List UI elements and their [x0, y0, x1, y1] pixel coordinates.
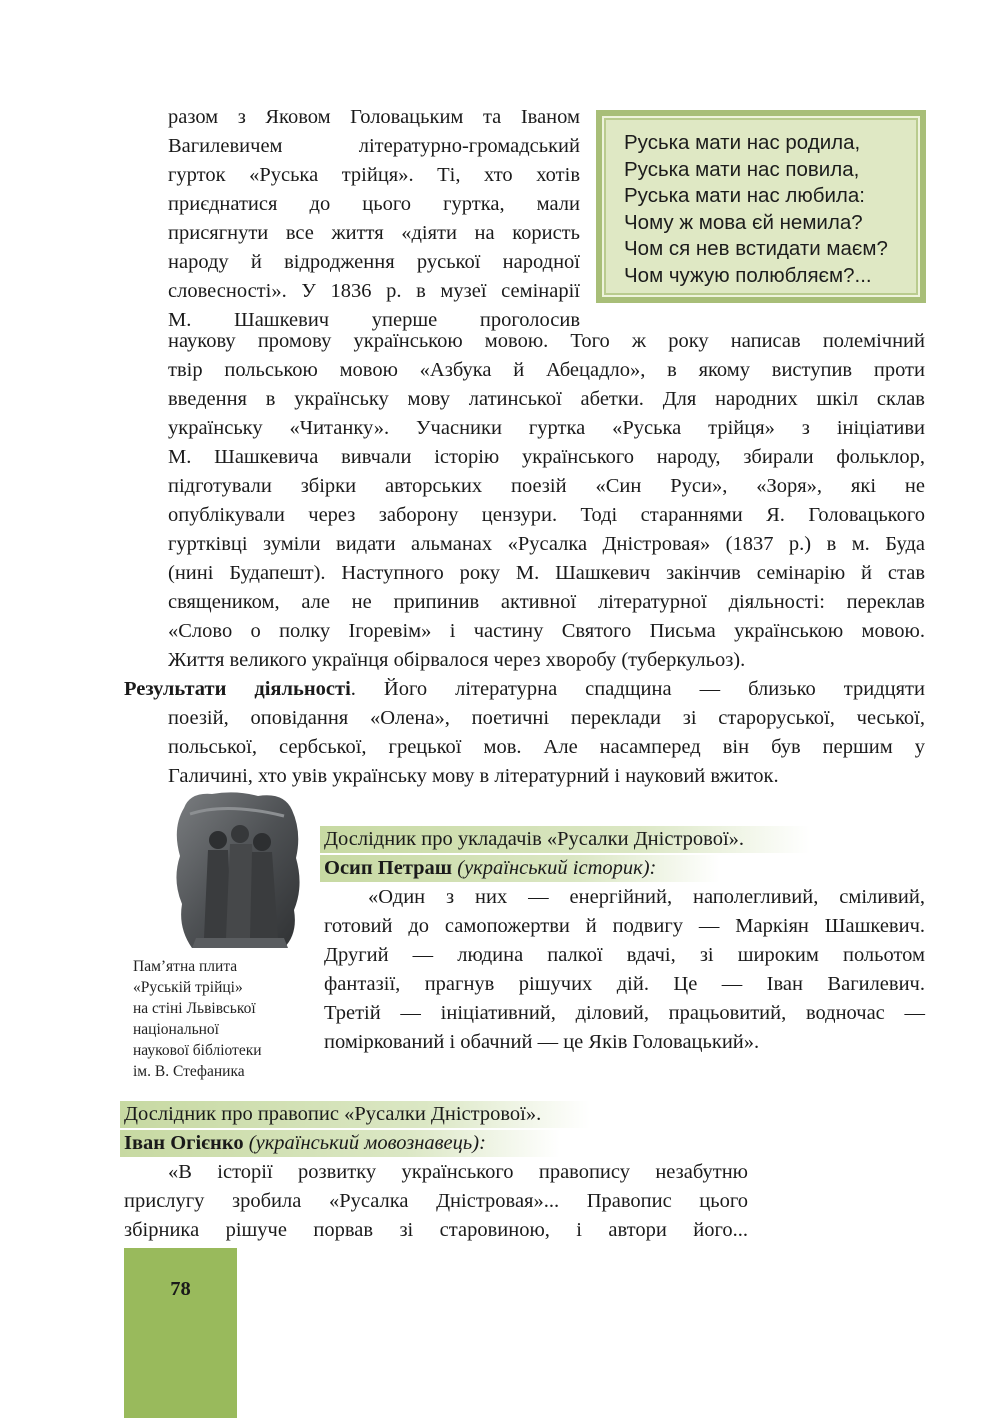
quote1-author: Осип Петраш [324, 857, 453, 879]
poem-box [596, 110, 926, 303]
quote2-line: збірника рішуче порвав зі старовиною, і автори його... [124, 1219, 748, 1241]
memorial-plaque-image [166, 788, 304, 954]
quote1-author-line [324, 854, 824, 883]
body-line: Життя великого українця обірвалося через хворобу (туберкульоз). [168, 649, 746, 671]
intro-line: словесності». У 1836 р. в музеї семінарії [168, 280, 580, 302]
results-line: польської, сербської, грецької мов. Але насамперед він був першим у [168, 736, 925, 758]
poem-line: Руська мати нас любила: [624, 184, 865, 207]
intro-line: приєднатися до цього гуртка, мали [168, 193, 580, 215]
caption-line: «Руській трійці» [133, 979, 243, 996]
quote1-heading: Дослідник про укладачів «Русалки Дністрової». [324, 828, 745, 850]
body-line: підготували збірки авторських поезій «Син Руси», «Зоря», які не [168, 475, 925, 497]
body-line: твір польською мовою «Азбука й Абецадло», в якому виступив проти [168, 359, 925, 381]
quote1-line: Третій — ініціативний, діловий, працьовитий, водночас — [324, 1002, 925, 1024]
caption-line: на стіні Львівської [133, 1000, 256, 1017]
body-line: (нині Будапешт). Наступного року М. Шашкевич закінчив семінарію й став [168, 562, 925, 584]
body-line: наукову промову українською мовою. Того ж року написав полемічний [168, 330, 925, 352]
quote1-author-note: (український історик): [452, 857, 657, 879]
caption-line: наукової бібліотеки [133, 1042, 262, 1059]
poem-line: Чом чужую полюбляєм?... [624, 263, 872, 287]
intro-line: разом з Яковом Головацьким та Іваном [168, 106, 580, 128]
body-line: М. Шашкевича вивчали історію українського народу, збирали фольклор, [168, 446, 925, 468]
body-line: гуртківці зуміли видати альманах «Русалка Дністровая» (1837 р.) в м. Буда [168, 533, 925, 555]
quote1-line: «Один з них — енергійний, наполегливий, сміливий, [368, 886, 925, 908]
caption-line: Пам’ятна плита [133, 958, 238, 975]
intro-line: гурток «Руська трійця». Ті, хто хотів [168, 164, 580, 186]
intro-line: народу й відродження руської народної [168, 251, 580, 273]
body-line: священиком, але не припинив активної літературної діяльності: переклав [168, 591, 925, 613]
poem-line: Чом ся нев встидати маєм? [624, 237, 888, 260]
intro-line: присягнути все життя «діяти на користь [168, 222, 580, 244]
body-line: введення в українську мову латинської абетки. Для народних шкіл склав [168, 388, 925, 410]
intro-line: Вагилевичем літературно-громадський [168, 135, 580, 157]
caption-line: ім. В. Стефаника [133, 1063, 245, 1080]
quote2-line: «В історії розвитку українського правопису незабутню [168, 1161, 748, 1183]
results-line: поезій, оповідання «Олена», поетичні переклади зі староруської, чеської, [168, 707, 925, 729]
quote2-author-line [124, 1129, 644, 1158]
results-first-line [124, 675, 925, 704]
quote2-heading: Дослідник про правопис «Русалки Дністрової». [124, 1103, 542, 1125]
body-line: «Слово о полку Ігоревім» і частину Святого Письма українською мовою. [168, 620, 925, 642]
quote1-line: фантазії, прагнув рішучих дій. Це — Іван Вагилевич. [324, 973, 925, 995]
quote2-line: прислугу зробила «Русалка Дністровая»... Правопис цього [124, 1190, 748, 1212]
intro-line: М. Шашкевич уперше проголосив [168, 309, 580, 331]
results-text: . Його літературна спадщина — близько тридцяти [350, 678, 925, 700]
quote1-line: Другий — людина палкої вдачі, зі широким польотом [324, 944, 925, 966]
quote1-line: готовий до самопожертви й подвигу — Маркіян Шашкевич. [324, 915, 925, 937]
results-line: Галичині, хто увів українську мову в літературний і науковий вжиток. [168, 765, 779, 787]
body-line: опублікували через заборону цензури. Тоді стараннями Я. Головацького [168, 504, 925, 526]
results-heading: Результати діяльності [124, 678, 351, 700]
page-number: 78 [170, 1278, 191, 1300]
poem-line: Руська мати нас родила, [624, 131, 861, 154]
poem-line: Руська мати нас повила, [624, 157, 860, 181]
body-line: українську «Читанку». Учасники гуртка «Руська трійця» з ініціативи [168, 417, 925, 439]
caption-line: національної [133, 1021, 219, 1038]
quote1-line: поміркований і обачний — це Яків Головацький». [324, 1031, 760, 1053]
page-number-tab [124, 1248, 237, 1418]
quote2-author-note: (український мовознавець): [243, 1132, 486, 1154]
poem-line: Чому ж мова єй немила? [624, 210, 863, 234]
quote2-author: Іван Огієнко [124, 1132, 244, 1154]
